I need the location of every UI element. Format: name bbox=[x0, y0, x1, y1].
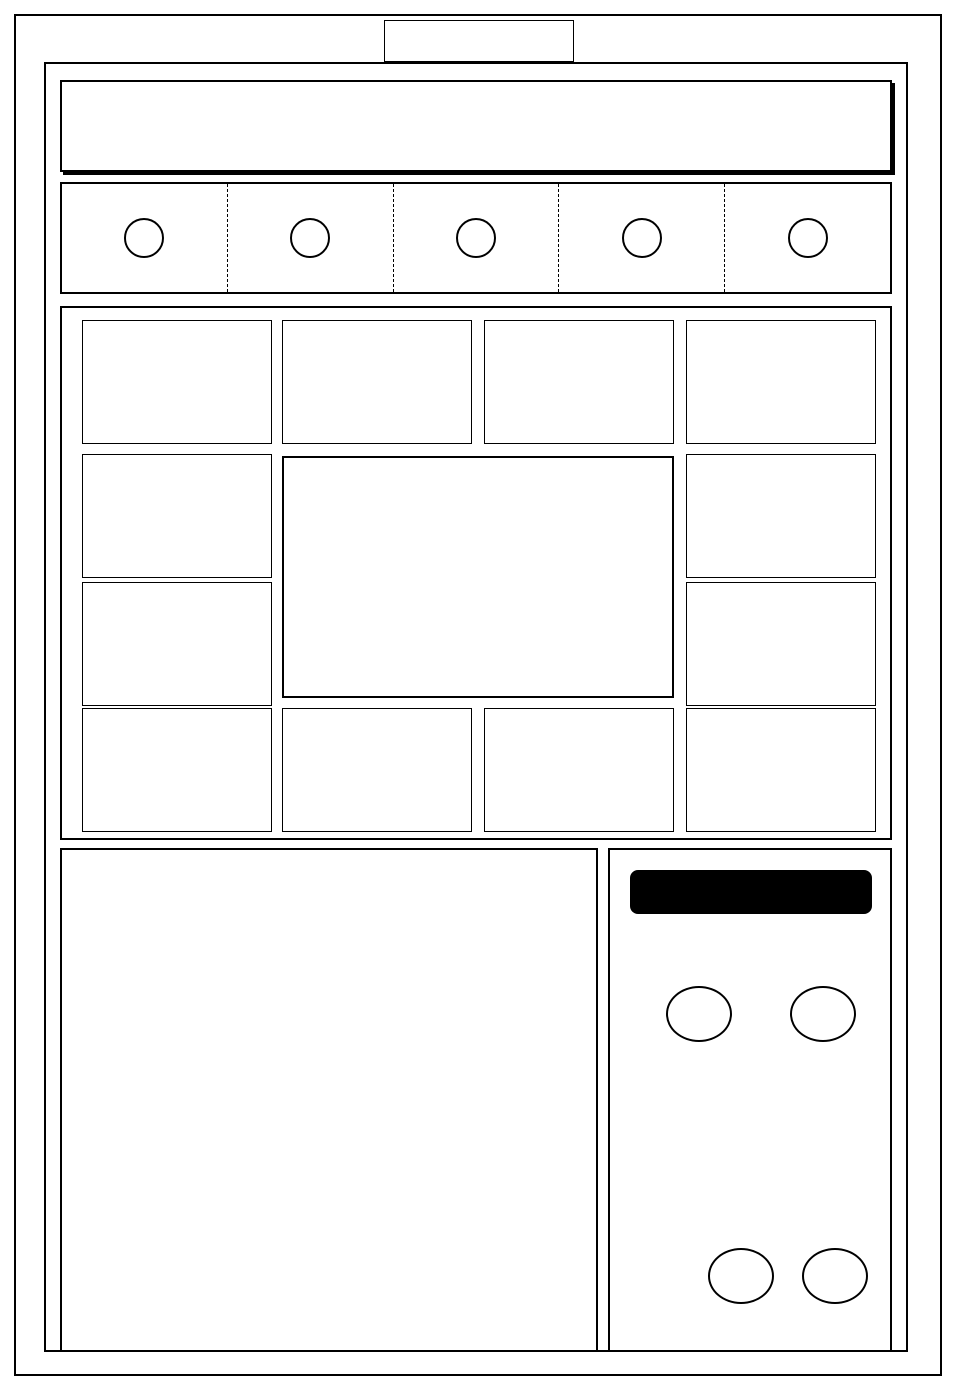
poem-box bbox=[282, 456, 674, 698]
number-column bbox=[228, 184, 394, 292]
picture-tile bbox=[282, 320, 472, 444]
number-circle bbox=[788, 218, 828, 258]
picture-tile bbox=[686, 454, 876, 578]
ribbon-right bbox=[912, 60, 940, 1350]
headline-box bbox=[60, 80, 892, 172]
ribbon-left bbox=[18, 60, 46, 1350]
picture-tile bbox=[686, 708, 876, 832]
picture-grid bbox=[60, 306, 892, 840]
picture-tile bbox=[484, 708, 674, 832]
number-circle bbox=[290, 218, 330, 258]
joke-box bbox=[60, 848, 598, 1352]
number-column bbox=[62, 184, 228, 292]
gong-number bbox=[708, 1248, 774, 1304]
numbers-band bbox=[60, 182, 892, 294]
page-title bbox=[384, 20, 574, 62]
number-circle bbox=[456, 218, 496, 258]
picture-tile bbox=[686, 320, 876, 444]
prediction-box bbox=[608, 848, 892, 1352]
predict-number bbox=[790, 986, 856, 1042]
picture-tile bbox=[82, 708, 272, 832]
number-column bbox=[394, 184, 560, 292]
picture-tile bbox=[82, 454, 272, 578]
predict-number bbox=[666, 986, 732, 1042]
picture-tile bbox=[686, 582, 876, 706]
number-circle bbox=[124, 218, 164, 258]
insider-banner bbox=[630, 870, 872, 914]
picture-tile bbox=[282, 708, 472, 832]
number-column bbox=[559, 184, 725, 292]
picture-tile bbox=[484, 320, 674, 444]
gong-number bbox=[802, 1248, 868, 1304]
picture-tile bbox=[82, 320, 272, 444]
picture-tile bbox=[82, 582, 272, 706]
number-column bbox=[725, 184, 890, 292]
number-circle bbox=[622, 218, 662, 258]
